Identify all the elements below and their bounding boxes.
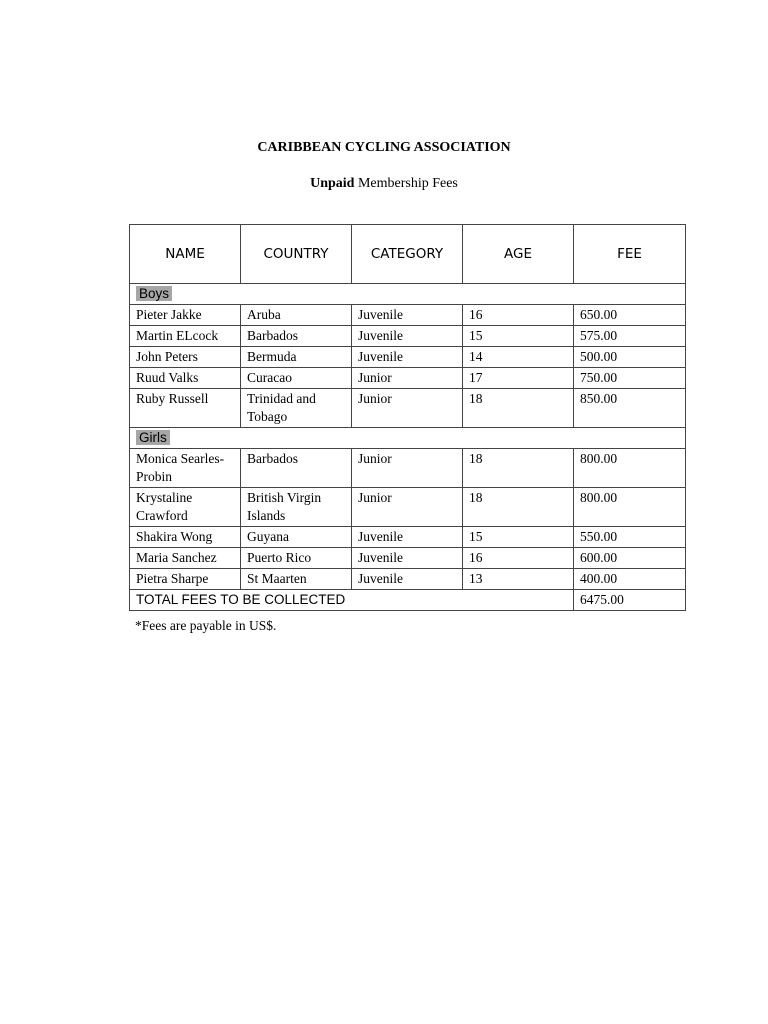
table-row: [130, 326, 686, 347]
cell-age: 18: [463, 389, 574, 428]
total-row: [130, 590, 686, 611]
subtitle-rest: Membership Fees: [354, 176, 458, 191]
subtitle-emphasis: Unpaid: [310, 176, 355, 191]
cell-name: Martin ELcock: [130, 326, 241, 347]
cell-category: Junior: [352, 488, 463, 527]
cell-country: Curacao: [241, 368, 352, 389]
cell-category: Junior: [352, 449, 463, 488]
cell-age: 18: [463, 449, 574, 488]
cell-fee: 400.00: [574, 569, 686, 590]
cell-age: 13: [463, 569, 574, 590]
table-row: [130, 368, 686, 389]
header-category: CATEGORY: [352, 225, 463, 284]
cell-fee: 575.00: [574, 326, 686, 347]
cell-name: Maria Sanchez: [130, 548, 241, 569]
cell-country: Barbados: [241, 449, 352, 488]
group-label-boys: Boys: [136, 286, 172, 301]
group-row-girls: [130, 428, 686, 449]
cell-fee: 500.00: [574, 347, 686, 368]
cell-country: Aruba: [241, 305, 352, 326]
header-row: [130, 225, 686, 284]
cell-country: British Virgin Islands: [241, 488, 352, 527]
cell-category: Juvenile: [352, 548, 463, 569]
table-row: [130, 305, 686, 326]
cell-country: Puerto Rico: [241, 548, 352, 569]
cell-country: St Maarten: [241, 569, 352, 590]
cell-age: 15: [463, 326, 574, 347]
cell-name: Pieter Jakke: [130, 305, 241, 326]
table-row: [130, 569, 686, 590]
cell-name: Shakira Wong: [130, 527, 241, 548]
cell-name: Ruby Russell: [130, 389, 241, 428]
cell-category: Juvenile: [352, 305, 463, 326]
cell-name: John Peters: [130, 347, 241, 368]
cell-fee: 800.00: [574, 449, 686, 488]
table-row: [130, 527, 686, 548]
cell-category: Juvenile: [352, 527, 463, 548]
group-label-girls: Girls: [136, 430, 170, 445]
cell-age: 15: [463, 527, 574, 548]
table-row: [130, 347, 686, 368]
header-name: NAME: [130, 225, 241, 284]
cell-age: 16: [463, 305, 574, 326]
header-fee: FEE: [574, 225, 686, 284]
cell-name: Monica Searles-Probin: [130, 449, 241, 488]
table-row: [130, 548, 686, 569]
membership-fees-table: [129, 224, 686, 611]
header-country: COUNTRY: [241, 225, 352, 284]
cell-name: Krystaline Crawford: [130, 488, 241, 527]
cell-category: Juvenile: [352, 326, 463, 347]
cell-age: 14: [463, 347, 574, 368]
total-value: 6475.00: [574, 590, 686, 611]
table-row: [130, 488, 686, 527]
document-title: CARIBBEAN CYCLING ASSOCIATION: [257, 140, 511, 155]
cell-fee: 650.00: [574, 305, 686, 326]
cell-age: 16: [463, 548, 574, 569]
cell-category: Juvenile: [352, 569, 463, 590]
total-label: TOTAL FEES TO BE COLLECTED: [130, 590, 574, 611]
cell-category: Juvenile: [352, 347, 463, 368]
cell-age: 18: [463, 488, 574, 527]
cell-country: Guyana: [241, 527, 352, 548]
table-row: [130, 389, 686, 428]
cell-country: Trinidad and Tobago: [241, 389, 352, 428]
cell-category: Junior: [352, 368, 463, 389]
cell-country: Bermuda: [241, 347, 352, 368]
footnote: *Fees are payable in US$.: [135, 618, 277, 633]
cell-fee: 800.00: [574, 488, 686, 527]
cell-fee: 850.00: [574, 389, 686, 428]
cell-fee: 550.00: [574, 527, 686, 548]
table-row: [130, 449, 686, 488]
group-row-boys: [130, 284, 686, 305]
cell-fee: 750.00: [574, 368, 686, 389]
cell-category: Junior: [352, 389, 463, 428]
document-subtitle: [0, 176, 768, 192]
cell-fee: 600.00: [574, 548, 686, 569]
cell-name: Pietra Sharpe: [130, 569, 241, 590]
cell-country: Barbados: [241, 326, 352, 347]
header-age: AGE: [463, 225, 574, 284]
cell-age: 17: [463, 368, 574, 389]
cell-name: Ruud Valks: [130, 368, 241, 389]
